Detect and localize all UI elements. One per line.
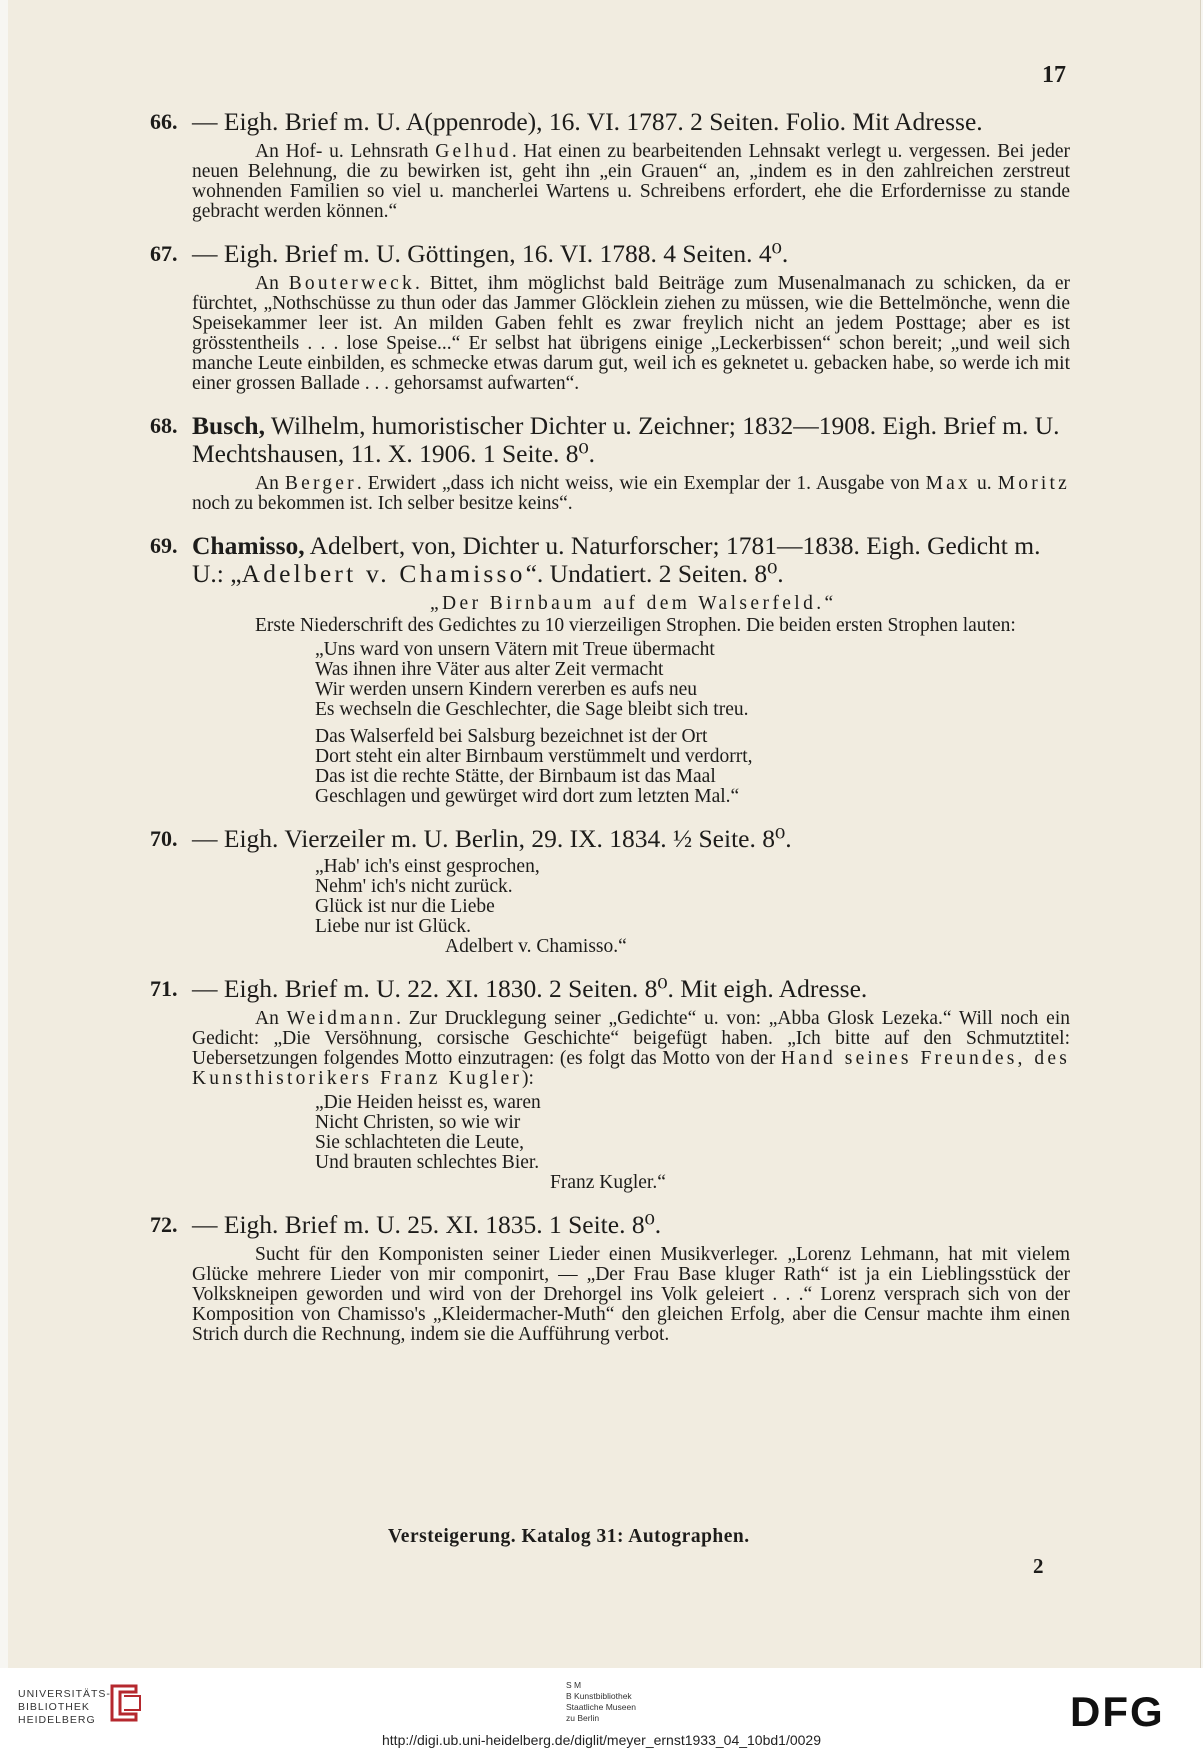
entry-title: Wilhelm, humoristischer Dichter u. Zeichner; 1832—1908. Eigh. Brief m. U. Mechtshausen, 11. X. 1906. 1 Seite. 8⁰. — [192, 411, 1060, 468]
signature-text: Adelbert v. Chamisso — [241, 559, 526, 588]
entry-description — [150, 474, 1070, 514]
addressee: Weidmann — [286, 1008, 397, 1029]
entry-heading — [150, 1211, 1070, 1239]
logo-line: UNIVERSITÄTS- — [18, 1688, 111, 1700]
entry-66 — [150, 108, 1070, 222]
spaced-phrase: Hand seines Freundes, des Kunsthistorikers Franz Kugler — [192, 1048, 1071, 1089]
entry-number: 71. — [150, 976, 178, 1001]
entry-number: 67. — [150, 241, 178, 266]
verse-line: Nehm' ich's nicht zurück. — [315, 876, 513, 897]
entry-title-end: “. Undatiert. 2 Seiten. 8⁰. — [525, 559, 784, 588]
verse-line: Das Walserfeld bei Salsburg bezeichnet ist der Ort — [315, 726, 708, 747]
verse-line: „Die Heiden heisst es, waren — [315, 1092, 541, 1113]
entry-heading — [150, 825, 1070, 853]
verse-line: Dort steht ein alter Birnbaum verstümmelt und verdorrt, — [315, 746, 753, 767]
university-library-logo-icon[interactable] — [106, 1682, 144, 1724]
title-max: Max — [925, 473, 971, 494]
catalog-entries — [150, 108, 1070, 1363]
catalog-footer: Versteigerung. Katalog 31: Autographen. — [388, 1526, 750, 1547]
entry-description — [150, 1009, 1070, 1089]
entry-70 — [150, 825, 1070, 957]
text: . Zur Drucklegung seiner „Gedichte“ u. von: „Abba Glosk Lezeka.“ Will noch ein Gedicht: „Die Versöhnung, corsische Geschichte“ beigefügt haben. „Ich bitte auf den Schmutztitel: Uebersetzungen folgendes Motto einzutragen: (es folgt das Motto von der — [192, 1008, 1070, 1069]
text: ): — [522, 1068, 534, 1089]
entry-description — [150, 274, 1070, 394]
stanza-2 — [315, 727, 1070, 807]
poem-verse — [150, 857, 1070, 957]
author-name: Busch, — [192, 411, 265, 440]
entry-heading — [150, 108, 1070, 136]
logo-line: HEIDELBERG — [18, 1714, 96, 1726]
addressee: Berger — [284, 473, 357, 494]
verse-signature: Adelbert v. Chamisso.“ — [445, 936, 627, 957]
text: An — [255, 473, 285, 494]
verse-line: Sie schlachteten die Leute, — [315, 1132, 524, 1153]
entry-68 — [150, 412, 1070, 514]
entry-number: 66. — [150, 109, 178, 134]
kunstbibliothek-logo[interactable] — [566, 1680, 636, 1724]
verse-line: „Hab' ich's einst gesprochen, — [315, 856, 540, 877]
entry-number: 69. — [150, 533, 178, 558]
entry-title: — Eigh. Brief m. U. 22. XI. 1830. 2 Seiten. 8⁰. Mit eigh. Adresse. — [192, 974, 868, 1003]
verse-signature: Franz Kugler.“ — [550, 1172, 666, 1193]
addressee: Bouterweck — [288, 273, 415, 294]
verse-line: Geschlagen und gewürget wird dort zum letzten Mal.“ — [315, 786, 740, 807]
text: An — [255, 1008, 287, 1029]
university-library-logo-text[interactable] — [18, 1688, 111, 1727]
logo-line: B Kunstbibliothek — [566, 1691, 632, 1701]
verse-line: Nicht Christen, so wie wir — [315, 1112, 521, 1133]
author-name: Chamisso, — [192, 531, 305, 560]
entry-number: 72. — [150, 1212, 178, 1237]
entry-title: — Eigh. Brief m. U. Göttingen, 16. VI. 1788. 4 Seiten. 4⁰. — [192, 239, 789, 268]
verse-line: „Uns ward von unsern Vätern mit Treue übermacht — [315, 639, 715, 660]
poem-verse — [150, 1093, 1070, 1193]
text: . Hat einen zu bearbeitenden Lehnsakt verlegt u. vergessen. Bei jeder neuen Belehnung, die zu bewirken ist, geht ihn „ein Grauen“ an, „indem es in den zahlreichen zerstreut wohnenden Familien so viel u. mancherlei Wartens u. Schreibens erfordert, ehe die Erfordernisse zu stande gebracht werden können.“ — [192, 141, 1071, 222]
verse-line: Wir werden unsern Kindern vererben es aufs neu — [315, 679, 698, 700]
text: noch zu bekommen ist. Ich selber besitze keins“. — [192, 493, 573, 514]
logo-line: zu Berlin — [566, 1713, 600, 1723]
dfg-logo[interactable]: DFG — [1070, 1688, 1165, 1735]
text: An Hof- u. Lehnsrath — [255, 141, 436, 162]
logo-line: Staatliche Museen — [566, 1702, 636, 1712]
entry-number: 70. — [150, 826, 178, 851]
entry-title: — Eigh. Vierzeiler m. U. Berlin, 29. IX. 1834. ½ Seite. 8⁰. — [192, 824, 792, 853]
entry-heading — [150, 975, 1070, 1003]
verse-line: Was ihnen ihre Väter aus alter Zeit vermacht — [315, 659, 664, 680]
text: Sucht für den Komponisten seiner Lieder einen Musikverleger. „Lorenz Lehmann, hat mit vielem Glücke mehrere Lieder von mir componirt, — „Der Frau Base kluger Rath“ ist ja ein Lieblingsstück der Volkskneipen geworden und wird von der Drehorgel ins Volk geleiert . . .“ Lorenz versprach sich von der Komposition von Chamisso's „Kleidermacher-Muth“ den gleichen Erfolg, aber die Censur machte ihm einen Strich durch die Rechnung, indem sie die Aufführung verbot. — [192, 1244, 1070, 1345]
logo-line: BIBLIOTHEK — [18, 1701, 90, 1713]
page-number-bottom: 2 — [1033, 1554, 1044, 1578]
entry-69 — [150, 532, 1070, 807]
text: Erste Niederschrift des Gedichtes zu 10 vierzeiligen Strophen. Die beiden ersten Strophen lauten: — [255, 615, 1016, 636]
poem-verse — [150, 640, 1070, 807]
entry-title: — Eigh. Brief m. U. 25. XI. 1835. 1 Seite. 8⁰. — [192, 1210, 662, 1239]
text: u. — [970, 473, 998, 494]
entry-heading — [150, 532, 1070, 588]
entry-heading — [150, 412, 1070, 468]
verse-line: Glück ist nur die Liebe — [315, 896, 495, 917]
text: . Bittet, ihm möglichst bald Beiträge zum Musenalmanach zu schicken, da er fürchtet, „Nothschüsse zu thun oder das Jammer Glöcklein ziehen zu müssen, wie die Bettelmönche, wenn die Speisekammer leer ist. An milden Gaben fehlt es zwar freylich nicht an jedem Posttage; aber es ist grösstentheils . . . lose Speise...“ Er selbst hat übrigens einige „Leckerbissen“ schon bereit; „und weil sich manche Leute einbilden, es schmecke etwas darum gut, weil ich es geknetet u. gebacken habe, so werde ich mit einer grossen Ballade . . . gehorsamst aufwarten“. — [192, 273, 1070, 394]
verse-line: Das ist die rechte Stätte, der Birnbaum ist das Maal — [315, 766, 716, 787]
page-url[interactable]: http://digi.ub.uni-heidelberg.de/diglit/meyer_ernst1933_04_10bd1/0029 — [382, 1732, 821, 1748]
text: An — [255, 273, 289, 294]
entry-title: — Eigh. Brief m. U. A(ppenrode), 16. VI. 1787. 2 Seiten. Folio. Mit Adresse. — [192, 107, 983, 136]
entry-heading — [150, 240, 1070, 268]
entry-72 — [150, 1211, 1070, 1345]
logo-line: S M — [566, 1680, 582, 1690]
entry-number: 68. — [150, 413, 178, 438]
entry-67 — [150, 240, 1070, 394]
entry-description — [150, 1245, 1070, 1345]
verse-line: Liebe nur ist Glück. — [315, 916, 471, 937]
verse-line: Es wechseln die Geschlechter, die Sage bleibt sich treu. — [315, 699, 749, 720]
title-moritz: Moritz — [997, 473, 1071, 494]
addressee: Gelhud — [435, 141, 512, 162]
entry-description — [150, 616, 1070, 636]
entry-71 — [150, 975, 1070, 1193]
page-number-top: 17 — [1042, 62, 1066, 88]
verse-line: Und brauten schlechtes Bier. — [315, 1152, 540, 1173]
stanza-1 — [315, 640, 1070, 720]
entry-title: Adelbert, von, Dichter u. Naturforscher; 1781—1838. Eigh. Gedicht m. U.: „ — [192, 531, 1041, 588]
text: . Erwidert „dass ich nicht weiss, wie ein Exemplar der 1. Ausgabe von — [356, 473, 926, 494]
poem-title: „Der Birnbaum auf dem Walserfeld.“ — [430, 593, 837, 614]
entry-description — [150, 142, 1070, 222]
